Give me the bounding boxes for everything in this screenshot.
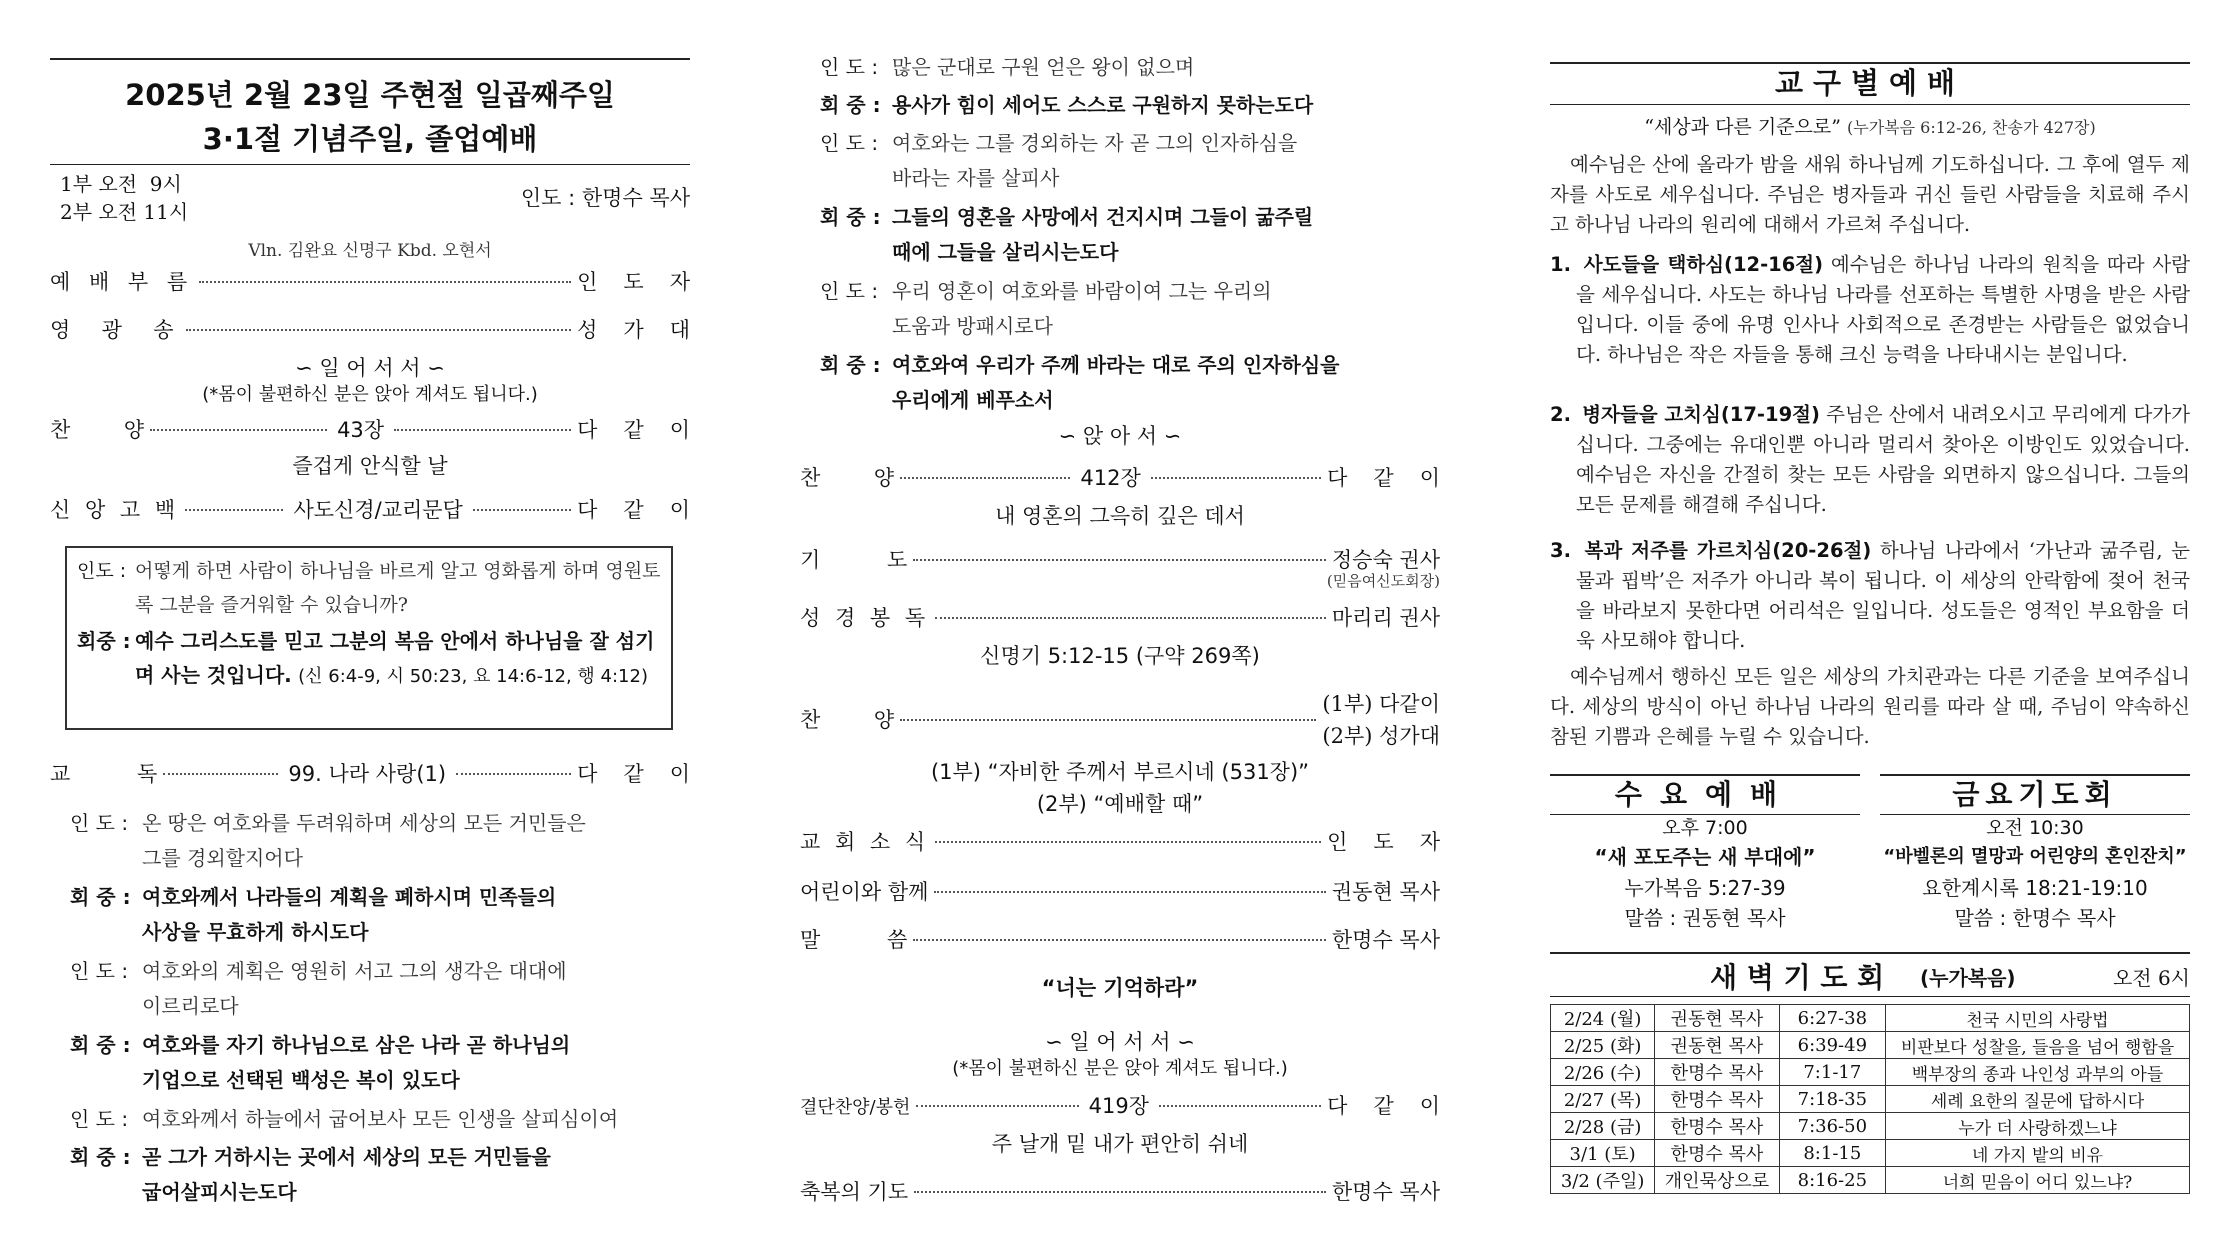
- congregation-line: [820, 200, 1440, 270]
- reading-line: 때에 그들을 살리시는도다: [892, 240, 1119, 264]
- news-who: 인도자: [1327, 830, 1466, 854]
- school-subtitle-line: [1550, 112, 2190, 139]
- table-row: [1551, 1113, 2190, 1140]
- news-row: [800, 826, 1466, 856]
- table-row: [1551, 1032, 2190, 1059]
- children-row: [800, 876, 1440, 906]
- point-body: 하나님 나라에서 ‘가난과 굶주림, 눈물과 핍박’은 저주가 아니라 복이 됩니다. 이 세상의 안락함에 젖어 천국을 바라보지 못한다면 어리석은 일입니다. 성도들은 영적인 부요함을 더욱 사모해야 합니다.: [1576, 539, 2190, 652]
- leader-dots: [916, 1105, 1078, 1107]
- table-row: [1551, 1059, 2190, 1086]
- catechism-leader: [77, 554, 661, 622]
- catechism-cong-text: 예수 그리스도를 믿고 그분의 복음 안에서 하나님을 잘 섬기며 사는 것입니다.: [135, 629, 655, 687]
- leader-dots: [394, 429, 571, 431]
- reading-line: 기업으로 선택된 백성은 복이 있도다: [142, 1068, 460, 1092]
- date-cell: 2/26 (수): [1551, 1059, 1655, 1086]
- responsive-label: 교 독: [50, 762, 158, 786]
- creed-text: 사도신경/교리문답: [293, 498, 463, 522]
- speaker-cell: 한명수 목사: [1655, 1113, 1779, 1140]
- offering-who: 다같이: [1327, 1094, 1467, 1118]
- hymn2-who: 다같이: [1327, 466, 1466, 490]
- stand-note-2: (*몸이 불편하신 분은 앉아 계셔도 됩니다.): [952, 1058, 1288, 1079]
- doxology-label: 영 광 송: [50, 318, 180, 342]
- school-point: [1550, 536, 2190, 656]
- choir-label: 찬 양: [800, 708, 894, 732]
- call-to-worship-label: 예 배 부 름: [50, 270, 194, 294]
- hymn2-title: 내 영혼의 그윽히 깊은 데서: [995, 504, 1245, 528]
- wednesday-title: “새 포도주는 새 부대에”: [1594, 845, 1816, 869]
- choir-who-1: (1부) 다같이: [1322, 692, 1440, 716]
- date-cell: 2/28 (금): [1551, 1113, 1655, 1140]
- doxology-who: 성가대: [577, 318, 716, 342]
- hymn2-label: 찬 양: [800, 466, 894, 490]
- school-subtitle-ref: (누가복음 6:12-26, 찬송가 427장): [1847, 118, 2096, 137]
- leader-dots: [935, 617, 1326, 619]
- offering-label: 결단찬양/봉헌: [800, 1097, 911, 1118]
- leader-dots: [150, 429, 327, 431]
- service-time-2: 2부 오전 11시: [60, 200, 189, 224]
- responsive-reading-row: [50, 758, 717, 788]
- responsive-who: 다같이: [577, 762, 717, 786]
- sermon-row: [800, 924, 1440, 954]
- congregation-line: [820, 348, 1440, 418]
- benediction-label: 축복의 기도: [800, 1180, 909, 1204]
- table-row: [1551, 1086, 2190, 1113]
- reading-text: [142, 880, 682, 950]
- speaker-tag: 회 중 :: [70, 1145, 131, 1169]
- speaker-tag: 인 도 :: [70, 959, 129, 983]
- point-number: 1.: [1550, 253, 1571, 276]
- catechism-leader-text: 어떻게 하면 사람이 하나님을 바르게 알고 영화롭게 하며 영원토록 그분을 즐거워할 수 있습니까?: [135, 560, 661, 616]
- reading-text: [892, 88, 1432, 123]
- leader-dots: [163, 773, 278, 775]
- wednesday-service: [1550, 774, 1860, 933]
- offering-number: 419장: [1088, 1094, 1149, 1118]
- leader-line: [70, 1102, 690, 1137]
- leader-dots: [913, 559, 1326, 561]
- topic-cell: 비판보다 성찰을, 들음을 넘어 행함을: [1886, 1032, 2190, 1059]
- date-cell: 2/25 (화): [1551, 1032, 1655, 1059]
- table-row: [1551, 1167, 2190, 1194]
- creed-row: [50, 494, 716, 524]
- top-rule: [50, 58, 690, 60]
- hymn2-number: 412장: [1080, 466, 1141, 490]
- leader-dots: [199, 281, 571, 283]
- reading-line: 우리 영혼이 여호와를 바람이여 그는 우리의: [892, 279, 1272, 303]
- point-body: 예수님은 하나님 나라의 원칙을 따라 사람을 세우십니다. 사도는 하나님 나라를 선포하는 특별한 사명을 받은 사람입니다. 이들 중에 유명 인사나 사회적으로 존경받는 사람들은 없었습니다. 하나님은 작은 자들을 통해 크신 능력을 나타내시는 분입니다.: [1576, 253, 2191, 366]
- hymn2-row: [800, 462, 1466, 492]
- school-heading: 교구별예배: [1774, 66, 1966, 100]
- call-to-worship-who: 인도자: [577, 270, 716, 294]
- service-times: [60, 170, 188, 226]
- stand-up-2: ∽ 일 어 서 서 ∽: [1045, 1030, 1195, 1054]
- sermon-title: “너는 기억하라”: [1041, 976, 1199, 1000]
- point-heading: 병자들을 고치심(17-19절): [1582, 403, 1820, 426]
- wednesday-ref: 누가복음 5:27-39: [1624, 876, 1786, 900]
- reading-line: 여호와의 계획은 영원히 서고 그의 생각은 대대에: [142, 959, 567, 983]
- reading-line: 온 땅은 여호와를 두려워하며 세상의 모든 거민들은: [142, 811, 586, 835]
- offering-title: 주 날개 밑 내가 편안히 쉬네: [991, 1132, 1249, 1156]
- leader-dots: [1159, 1105, 1321, 1107]
- date-cell: 3/1 (토): [1551, 1140, 1655, 1167]
- leader-label: 인도 : 한명수 목사: [520, 186, 690, 210]
- hymn1-label: 찬 양: [50, 418, 144, 442]
- speaker-cell: 개인묵상으로: [1655, 1167, 1779, 1194]
- speaker-tag: 회 중 :: [820, 353, 881, 377]
- reading-text: [892, 126, 1432, 196]
- point-body: 주님은 산에서 내려오시고 무리에게 다가가십니다. 그중에는 유대인뿐 아니라 멀리서 찾아온 이방인도 있었습니다. 예수님은 자신을 간절히 찾는 모든 사람을 외면하지 않으십니다. 그들의 모든 문제를 해결해 주십니다.: [1576, 403, 2190, 516]
- wednesday-time: 오후 7:00: [1662, 817, 1748, 839]
- speaker-cell: 한명수 목사: [1655, 1140, 1779, 1167]
- passage-cell: 6:39-49: [1779, 1032, 1885, 1059]
- hymn1-who: 다같이: [577, 418, 717, 442]
- dawn-sub: (누가복음): [1920, 966, 2016, 990]
- order-of-worship-page-1: [50, 0, 717, 1234]
- reading-line: 여호와를 자기 하나님으로 삼은 나라 곧 하나님의: [142, 1033, 571, 1057]
- leader-line: [70, 954, 690, 1024]
- speaker-cell: 권동현 목사: [1655, 1005, 1779, 1032]
- service-time-1: 1부 오전 9시: [60, 172, 182, 196]
- leader-dots: [473, 509, 571, 511]
- choir-song-1: (1부) “자비한 주께서 부르시네 (531장)”: [930, 760, 1310, 784]
- passage-cell: 6:27-38: [1779, 1005, 1885, 1032]
- speaker-tag: 인 도 :: [70, 1107, 129, 1131]
- school-point: [1550, 400, 2190, 520]
- wednesday-speaker: 말씀 : 권동현 목사: [1624, 906, 1786, 930]
- prayer-who: 정승숙 권사: [1331, 548, 1440, 572]
- catechism-refs: (신 6:4-9, 시 50:23, 요 14:6-12, 행 4:12): [298, 666, 648, 687]
- passage-cell: 7:18-35: [1779, 1086, 1885, 1113]
- friday-time: 오전 10:30: [1986, 817, 2084, 839]
- dawn-top-rule: [1550, 952, 2190, 954]
- scripture-label: 성 경 봉 독: [800, 606, 930, 630]
- choir-who-2: (2부) 성가대: [1322, 724, 1440, 748]
- reading-text: [142, 1028, 682, 1098]
- call-to-worship-row: [50, 266, 716, 296]
- reading-text: [142, 1102, 682, 1137]
- leader-dots: [900, 477, 1070, 479]
- children-label: 어린이와 함께: [800, 880, 929, 904]
- sit-down: ∽ 앉 아 서 ∽: [1058, 424, 1182, 448]
- passage-cell: 8:1-15: [1779, 1140, 1885, 1167]
- announcements-page: [1550, 0, 2190, 1234]
- friday-ref: 요한계시록 18:21-19:10: [1922, 876, 2148, 900]
- choir-song-2: (2부) “예배할 때”: [1036, 792, 1204, 816]
- reading-line: 그를 경외할지어다: [142, 846, 303, 870]
- leader-dots: [914, 1191, 1326, 1193]
- reading-text: [142, 1140, 682, 1210]
- hymn1-number: 43장: [337, 418, 385, 442]
- dawn-heading: 새 벽 기 도 회: [1710, 961, 1885, 994]
- reading-line: 여호와께서 나라들의 계획을 폐하시며 민족들의: [142, 885, 557, 909]
- offering-row: [800, 1090, 1467, 1120]
- order-of-worship-page-2: [800, 0, 1467, 1234]
- prayer-note: (믿음여신도회장): [1326, 572, 1440, 590]
- school-closing: 예수님께서 행하신 모든 일은 세상의 가치관과는 다른 기준을 보여주십니다. 세상의 방식이 아닌 하나님 나라의 원리를 따라 살 때, 주님이 약속하신 참된 기쁨과 은혜를 누릴 수 있습니다.: [1550, 665, 2190, 748]
- benediction-row: [800, 1176, 1440, 1206]
- congregation-line: [70, 880, 690, 950]
- leader-dots: [934, 891, 1325, 893]
- congregation-line: [820, 88, 1440, 123]
- point-number: 3.: [1550, 539, 1571, 562]
- reading-line: 여호와여 우리가 주께 바라는 대로 주의 인자하심을: [892, 353, 1340, 377]
- leader-dots: [186, 329, 572, 331]
- scripture-row: [800, 602, 1440, 632]
- reading-line: 많은 군대로 구원 얻은 왕이 없으며: [892, 55, 1195, 79]
- topic-cell: 너희 믿음이 어디 있느냐?: [1886, 1167, 2190, 1194]
- catechism-leader-tag: 인도 :: [77, 560, 127, 582]
- reading-text: [892, 200, 1432, 270]
- leader-line: [70, 806, 690, 876]
- date-cell: 2/24 (월): [1551, 1005, 1655, 1032]
- speaker-cell: 권동현 목사: [1655, 1032, 1779, 1059]
- reading-line: 그들의 영혼을 사망에서 건지시며 그들이 굶주릴: [892, 205, 1314, 229]
- speaker-tag: 회 중 :: [820, 205, 881, 229]
- date-cell: 2/27 (목): [1551, 1086, 1655, 1113]
- creed-who: 다같이: [577, 498, 716, 522]
- reading-line: 용사가 힘이 세어도 스스로 구원하지 못하는도다: [892, 93, 1314, 117]
- reading-text: [892, 50, 1432, 85]
- leader-dots: [935, 841, 1321, 843]
- leader-line: [820, 126, 1440, 196]
- reading-line: 여호와는 그를 경외하는 자 곧 그의 인자하심을: [892, 131, 1298, 155]
- congregation-line: [70, 1028, 690, 1098]
- congregation-line: [70, 1140, 690, 1210]
- reading-line: 우리에게 베푸소서: [892, 388, 1054, 412]
- dawn-header-rule: [1550, 996, 2190, 997]
- speaker-tag: 회 중 :: [70, 885, 131, 909]
- responsive-text: 99. 나라 사랑(1): [288, 762, 447, 786]
- leader-dots: [456, 773, 571, 775]
- wednesday-heading: 수요예배: [1614, 778, 1796, 811]
- musicians: Vln. 김완요 신명구 Kbd. 오현서: [248, 241, 492, 261]
- table-row: [1551, 1005, 2190, 1032]
- stand-up-1: ∽ 일 어 서 서 ∽: [295, 356, 445, 380]
- reading-line: 여호와께서 하늘에서 굽어보사 모든 인생을 살피심이여: [142, 1107, 619, 1131]
- topic-cell: 백부장의 종과 나인성 과부의 아들: [1886, 1059, 2190, 1086]
- date-cell: 3/2 (주일): [1551, 1167, 1655, 1194]
- bulletin-subtitle: 3·1절 기념주일, 졸업예배: [202, 122, 538, 156]
- speaker-tag: 회 중 :: [70, 1033, 131, 1057]
- school-intro: 예수님은 산에 올라가 밤을 새워 하나님께 기도하십니다. 그 후에 열두 제자를 사도로 세우십니다. 주님은 병자들과 귀신 들린 사람들을 치료해 주시고 하나님 나라의 원리에 대해서 가르쳐 주십니다.: [1550, 153, 2190, 236]
- friday-speaker: 말씀 : 한명수 목사: [1954, 906, 2116, 930]
- news-label: 교 회 소 식: [800, 830, 930, 854]
- leader-dots: [1151, 477, 1321, 479]
- reading-text: [892, 348, 1432, 418]
- choir-row-2: [800, 720, 1440, 750]
- speaker-tag: 인 도 :: [820, 55, 879, 79]
- sermon-label: 말 씀: [800, 928, 908, 952]
- scripture-who: 마리리 권사: [1331, 606, 1440, 630]
- title-rule: [50, 164, 690, 165]
- point-heading: 복과 저주를 가르치심(20-26절): [1584, 539, 1872, 562]
- leader-dots: [913, 939, 1326, 941]
- reading-line: 바라는 자를 살피사: [892, 166, 1060, 190]
- topic-cell: 세례 요한의 질문에 답하시다: [1886, 1086, 2190, 1113]
- dawn-header: [1550, 956, 2190, 994]
- catechism-cong-tag: 회중 :: [77, 629, 131, 653]
- passage-cell: 7:36-50: [1779, 1113, 1885, 1140]
- friday-heading: 금요기도회: [1952, 778, 2118, 811]
- speaker-tag: 인 도 :: [820, 279, 879, 303]
- friday-prayer: [1880, 774, 2190, 933]
- dawn-time: 오전 6시: [2112, 966, 2190, 990]
- topic-cell: 누가 더 사랑하겠느냐: [1886, 1113, 2190, 1140]
- catechism-box: [65, 546, 673, 730]
- speaker-tag: 회 중 :: [820, 93, 881, 117]
- speaker-cell: 한명수 목사: [1655, 1059, 1779, 1086]
- speaker-tag: 인 도 :: [70, 811, 129, 835]
- creed-label: 신 앙 고 백: [50, 498, 180, 522]
- stand-note-1: (*몸이 불편하신 분은 앉아 계셔도 됩니다.): [202, 384, 538, 405]
- leader-line: [820, 274, 1440, 344]
- benediction-who: 한명수 목사: [1331, 1180, 1440, 1204]
- leader-line: [820, 50, 1440, 85]
- topic-cell: 네 가지 밭의 비유: [1886, 1140, 2190, 1167]
- doxology-row: [50, 314, 716, 344]
- friday-title: “바벨론의 멸망과 어린양의 혼인잔치”: [1883, 846, 2187, 867]
- topic-cell: 천국 시민의 사랑법: [1886, 1005, 2190, 1032]
- reading-line: 사상을 무효하게 하시도다: [142, 920, 369, 944]
- table-row: [1551, 1140, 2190, 1167]
- bulletin-title: 2025년 2월 23일 주현절 일곱째주일: [125, 78, 615, 112]
- hymn1-row: [50, 414, 717, 444]
- speaker-tag: 인 도 :: [820, 131, 879, 155]
- reading-text: [142, 954, 682, 1024]
- dawn-schedule-table: [1550, 1004, 2190, 1194]
- point-number: 2.: [1550, 403, 1571, 426]
- prayer-label: 기 도: [800, 548, 908, 572]
- passage-cell: 8:16-25: [1779, 1167, 1885, 1194]
- school-heading-rule: [1550, 104, 2190, 105]
- point-heading: 사도들을 택하심(12-16절): [1583, 253, 1824, 276]
- reading-line: 도움과 방패시로다: [892, 314, 1053, 338]
- leader-dots: [185, 509, 283, 511]
- school-point: [1550, 250, 2190, 370]
- speaker-cell: 한명수 목사: [1655, 1086, 1779, 1113]
- sermon-who: 한명수 목사: [1331, 928, 1440, 952]
- passage-cell: 7:1-17: [1779, 1059, 1885, 1086]
- reading-line: 이르리로다: [142, 994, 239, 1018]
- reading-text: [142, 806, 682, 876]
- children-who: 권동현 목사: [1331, 880, 1440, 904]
- reading-line: 곧 그가 거하시는 곳에서 세상의 모든 거민들을: [142, 1145, 551, 1169]
- scripture-ref: 신명기 5:12-15 (구약 269쪽): [980, 644, 1260, 668]
- school-subtitle: “세상과 다른 기준으로”: [1644, 116, 1841, 138]
- reading-line: 굽어살피시는도다: [142, 1180, 297, 1204]
- reading-text: [892, 274, 1432, 344]
- hymn1-title: 즐겁게 안식할 날: [292, 454, 448, 478]
- catechism-congregation: [77, 624, 661, 694]
